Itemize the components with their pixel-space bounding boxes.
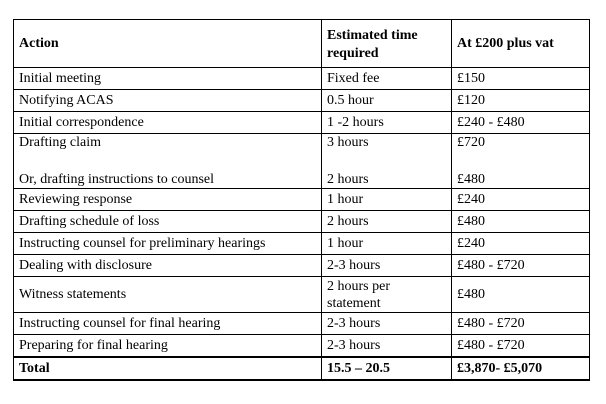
row-cost-primary: £720: [457, 135, 485, 150]
table-row: [14, 313, 590, 335]
row-cost: £480 - £720: [452, 313, 590, 335]
row-time: 1 -2 hours: [322, 112, 452, 134]
row-cost: £480: [452, 277, 590, 313]
row-cost: £480 - £720: [452, 255, 590, 277]
row-time: 2 hours: [322, 211, 452, 233]
row-gap: [327, 151, 451, 171]
row-time: [322, 134, 452, 189]
header-estimated-time: Estimated time required: [322, 20, 452, 68]
row-cost: £480 - £720: [452, 335, 590, 358]
row-gap: [19, 151, 321, 171]
table-row: [14, 90, 590, 112]
header-action: Action: [14, 20, 322, 68]
table-row: [14, 277, 590, 313]
fee-estimate-table: [13, 19, 590, 381]
row-time-primary: 3 hours: [327, 135, 369, 150]
total-label: Total: [14, 357, 322, 380]
row-cost: £240: [452, 233, 590, 255]
row-time: 2-3 hours: [322, 335, 452, 358]
table-row: [14, 134, 590, 189]
row-action: Notifying ACAS: [14, 90, 322, 112]
row-cost: [452, 134, 590, 189]
row-time: 2-3 hours: [322, 313, 452, 335]
row-time-line2: statement: [327, 295, 381, 311]
row-action: Witness statements: [14, 277, 322, 313]
row-time: 1 hour: [322, 233, 452, 255]
row-cost: £480: [452, 211, 590, 233]
row-time: 0.5 hour: [322, 90, 452, 112]
row-gap: [457, 151, 589, 171]
row-time: 1 hour: [322, 189, 452, 211]
row-time-alternative: 2 hours: [327, 172, 369, 187]
row-action: Initial correspondence: [14, 112, 322, 134]
table-row: [14, 233, 590, 255]
row-cost-alternative: £480: [457, 172, 485, 187]
row-action: Instructing counsel for final hearing: [14, 313, 322, 335]
table-row: [14, 68, 590, 90]
row-action-primary: Drafting claim: [19, 135, 102, 150]
row-action: Reviewing response: [14, 189, 322, 211]
row-cost: £150: [452, 68, 590, 90]
table-row: [14, 335, 590, 358]
header-cost: At £200 plus vat: [452, 20, 590, 68]
table-header-row: [14, 20, 590, 68]
row-time-line1: 2 hours per: [327, 278, 390, 294]
row-time: 2-3 hours: [322, 255, 452, 277]
row-time: Fixed fee: [322, 68, 452, 90]
row-cost: £240: [452, 189, 590, 211]
table-row: [14, 112, 590, 134]
table-row: [14, 255, 590, 277]
total-time: 15.5 – 20.5: [322, 357, 452, 380]
row-action-alternative: Or, drafting instructions to counsel: [19, 172, 215, 187]
row-time: [322, 277, 452, 313]
row-cost: £120: [452, 90, 590, 112]
table-row: [14, 211, 590, 233]
row-cost: £240 - £480: [452, 112, 590, 134]
table-total-row: [14, 357, 590, 380]
total-cost: £3,870- £5,070: [452, 357, 590, 380]
row-action: Preparing for final hearing: [14, 335, 322, 358]
row-action: Drafting schedule of loss: [14, 211, 322, 233]
row-action: [14, 134, 322, 189]
row-action: Dealing with disclosure: [14, 255, 322, 277]
row-action: Instructing counsel for preliminary hearings: [14, 233, 322, 255]
row-action: Initial meeting: [14, 68, 322, 90]
table-row: [14, 189, 590, 211]
